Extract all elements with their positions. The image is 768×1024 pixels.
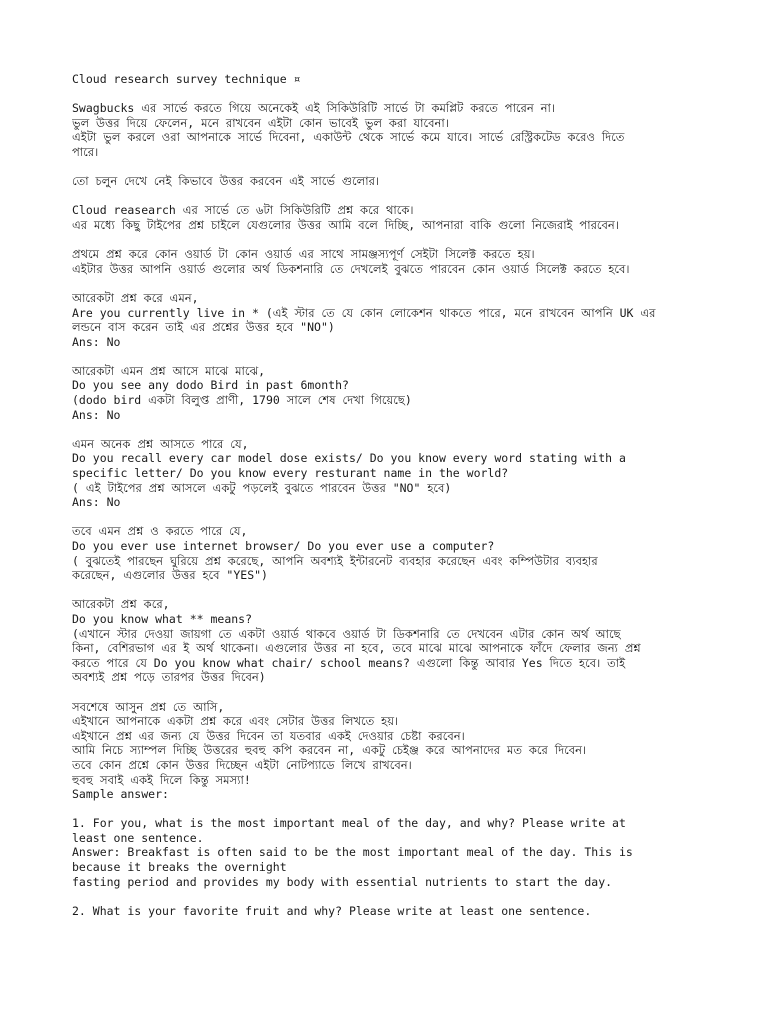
- blank-line: [72, 189, 702, 204]
- blank-line: [72, 802, 702, 817]
- text-line: Cloud reasearch এর সার্ভে তে ৬টা সিকিউরিটি প্রশ্ন করে থাকে।: [72, 203, 414, 218]
- text-line: কিনা, বেশিরভাগ এর ই অর্থ থাকেনা। এগুলোর উত্তর না হবে, তবে মাঝে মাঝে আপনাকে ফাঁদে ফেলার জন্য প্রশ্ন: [72, 641, 641, 656]
- text-line: Do you see any dodo Bird in past 6month?: [72, 378, 349, 393]
- text-line: তবে এমন প্রশ্ন ও করতে পারে যে,: [72, 524, 248, 539]
- text-line: এইটার উত্তর আপনি ওয়ার্ড গুলোর অর্থ ডিকশনারি তে দেখলেই বুঝতে পারবেন কোন ওয়ার্ড সিলেক্ট করতে হবে।: [72, 261, 630, 276]
- text-line: সবশেষে আসুন প্রশ্ন তে আসি,: [72, 699, 225, 714]
- text-line: Ans: No: [72, 495, 121, 510]
- text-line: ( এই টাইপের প্রশ্ন আসলে একটু পড়লেই বুঝতে পারবেন উত্তর "NO" হবে): [72, 480, 452, 495]
- text-line: তবে কোন প্রশ্নে কোন উত্তর দিচ্ছেন এইটা নোটপ্যাডে লিখে রাখবেন।: [72, 757, 412, 772]
- blank-line: [72, 349, 702, 364]
- text-line: Do you recall every car model dose exists/ Do you know every word stating with a: [72, 451, 626, 466]
- text-line: fasting period and provides my body with essential nutrients to start the day.: [72, 874, 613, 889]
- text-line: তো চলুন দেখে নেই কিভাবে উত্তর করবেন এই সার্ভে গুলোর।: [72, 174, 380, 189]
- text-line: আরেকটা এমন প্রশ্ন আসে মাঝে মাঝে,: [72, 363, 266, 378]
- blank-line: [72, 685, 702, 700]
- text-line: Ans: No: [72, 334, 121, 349]
- text-line: Swagbucks এর সার্ভে করতে গিয়ে অনেকেই এই সিকিউরিটি সার্ভে টা কমপ্লিট করতে পারেন না।: [72, 101, 555, 116]
- blank-line: [72, 87, 702, 102]
- blank-line: [72, 233, 702, 248]
- blank-line: [72, 276, 702, 291]
- text-line: আরেকটা প্রশ্ন করে এমন,: [72, 290, 199, 305]
- text-line: আমি নিচে স্যাম্পল দিচ্ছি উত্তরের হুবহু কপি করবেন না, একটু চেইঞ্জ করে আপনাদের মত করে দিবেন।: [72, 743, 587, 758]
- text-line: Answer: Breakfast is often said to be the most important meal of the day. This is: [72, 845, 633, 860]
- text-line: আরেকটা প্রশ্ন করে,: [72, 597, 170, 612]
- blank-line: [72, 160, 702, 175]
- blank-line: [72, 422, 702, 437]
- text-line: ( বুঝতেই পারছেন ঘুরিয়ে প্রশ্ন করেছে, আপনি অবশ্যই ইন্টারনেট ব্যবহার করেছেন এবং কম্পিউটার ব্যবহার: [72, 553, 598, 568]
- text-line: অবশ্যই প্রশ্ন পড়ে তারপর উত্তর দিবেন): [72, 670, 266, 685]
- blank-line: [72, 583, 702, 598]
- text-line: প্রথমে প্রশ্ন করে কোন ওয়ার্ড টা কোন ওয়ার্ড এর সাথে সামঞ্জস্যপূর্ণ সেইটা সিলেক্ট করতে হয়।: [72, 247, 535, 262]
- text-line: হুবহু সবাই একই দিলে কিন্তু সমস্যা!: [72, 772, 251, 787]
- text-line: ভুল উত্তর দিয়ে ফেলেন, মনে রাখবেন এইটা কোন ভাবেই ভুল করা যাবেনা।: [72, 115, 449, 130]
- text-line: because it breaks the overnight: [72, 860, 287, 875]
- text-line: 1. For you, what is the most important meal of the day, and why? Please write at: [72, 816, 626, 831]
- text-line: লন্ডনে বাস করেন তাই এর প্রশ্নের উত্তর হবে "NO"): [72, 320, 335, 335]
- text-line: Do you ever use internet browser/ Do you ever use a computer?: [72, 539, 495, 553]
- text-line: এমন অনেক প্রশ্ন আসতে পারে যে,: [72, 436, 249, 451]
- text-line: (dodo bird একটা বিলুপ্ত প্রাণী, 1790 সালে শেষ দেখা গিয়েছে): [72, 393, 412, 408]
- text-line: Sample answer:: [72, 787, 169, 802]
- text-line: Cloud research survey technique ¤: [72, 72, 301, 86]
- text-line: Do you know what ** means?: [72, 611, 253, 626]
- text-line: 2. What is your favorite fruit and why? Please write at least one sentence.: [72, 903, 592, 918]
- blank-line: [72, 889, 702, 904]
- document-body: [72, 72, 702, 918]
- text-line: specific letter/ Do you know every resturant name in the world?: [72, 466, 509, 481]
- text-line: এর মধ্যে কিছু টাইপের প্রশ্ন চাইলে যেগুলোর উত্তর আমি বলে দিচ্ছি, আপনারা বাকি গুলো নিজেরাই পারবেন।: [72, 217, 619, 232]
- text-line: এইটা ভুল করলে ওরা আপনাকে সার্ভে দিবেনা, একাউন্ট থেকে সার্ভে কমে যাবে। সার্ভে রেস্ট্রিকটেড করেও দিতে: [72, 130, 625, 145]
- text-line: (এখানে স্টার দেওয়া জায়গা তে একটা ওয়ার্ড থাকবে ওয়ার্ড টা ডিকশনারি তে দেখবেন এটার কোন অর্থ আছে: [72, 626, 621, 641]
- text-line: Ans: No: [72, 407, 121, 422]
- text-line: এইখানে আপনাকে একটা প্রশ্ন করে এবং সেটার উত্তর লিখতে হয়।: [72, 714, 399, 729]
- text-line: পারে।: [72, 144, 99, 159]
- text-line: এইখানে প্রশ্ন এর জন্য যে উত্তর দিবেন তা যতবার একই দেওয়ার চেষ্টা করবেন।: [72, 728, 465, 743]
- text-line: করেছেন, এগুলোর উত্তর হবে "YES"): [72, 568, 268, 583]
- text-line: least one sentence.: [72, 830, 204, 845]
- text-line: করতে পারে যে Do you know what chair/ school means? এগুলো কিন্তু আবার Yes দিতে হবে। তাই: [72, 655, 626, 670]
- text-line: Are you currently live in * (এই স্টার তে যে কোন লোকেশন থাকতে পারে, মনে রাখবেন আপনি UK এর: [72, 305, 656, 320]
- blank-line: [72, 510, 702, 525]
